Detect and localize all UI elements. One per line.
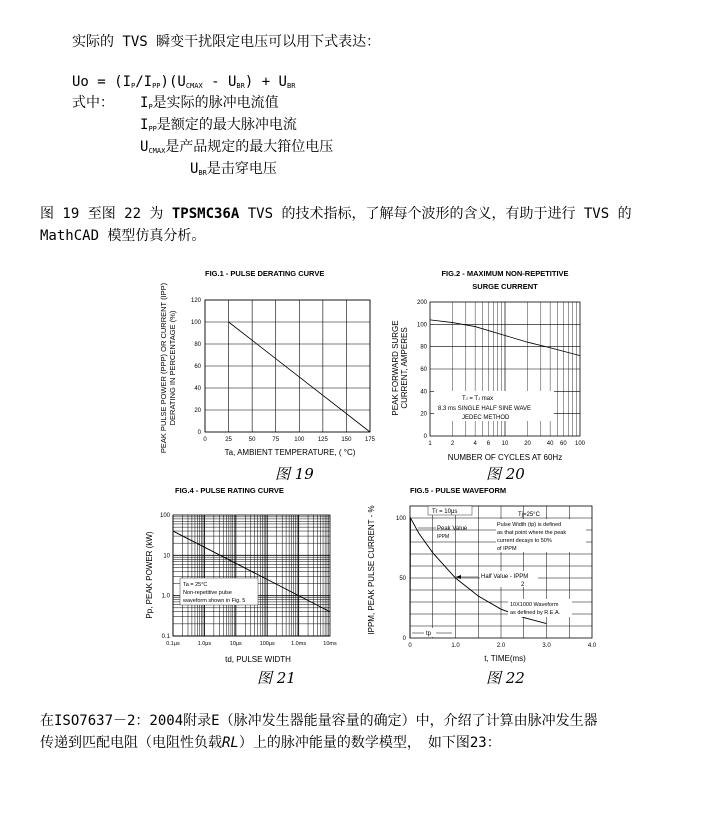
fig4-chart [145, 486, 337, 664]
fig1-y-tick: 100 [190, 320, 201, 326]
def-ubr: $U_{BR}$是击穿电压 [190, 161, 277, 177]
paragraph-3-line-1: 在ISO7637－2：2004附录E（脉冲发生器能量容量的确定）中，介绍了计算由脉冲发生器 [40, 713, 598, 729]
caption-fig20: 图 20 [486, 465, 525, 483]
fig5-pw-2: as that point where the peak [497, 530, 567, 536]
fig4-x-tick: 1.0ms [291, 641, 307, 647]
fig1-y-tick: 20 [194, 408, 201, 414]
fig2-x-tick: 40 [546, 441, 554, 447]
fig2-y-tick: 60 [420, 367, 427, 373]
fig5-tj: Tj=25°C [518, 512, 540, 518]
fig4-xlabel: td, PULSE WIDTH [225, 655, 291, 664]
fig4-x-tick: 0.1μs [166, 641, 180, 647]
fig2-x-tick: 100 [574, 441, 586, 447]
fig5-title: FIG.5 - PULSE WAVEFORM [410, 486, 507, 495]
fig5-wf-2: as defined by R.E.A. [510, 610, 561, 616]
fig4-note-3: waveform shown in Fig. 5 [183, 598, 246, 604]
fig5-ylabel: IPPM, PEAK PULSE CURRENT - % [367, 505, 376, 635]
fig2-ylabel-2: CURRENT, AMPERES [400, 327, 409, 409]
caption-fig21: 图 21 [257, 669, 296, 687]
fig1-title: FIG.1 - PULSE DERATING CURVE [205, 269, 325, 278]
def-ipp: $I_{PP}$是额定的最大脉冲电流 [140, 117, 297, 133]
fig2-chart [391, 269, 586, 462]
fig2-ylabel-1: PEAK FORWARD SURGE [391, 320, 400, 416]
fig2-x-tick: 2 [450, 441, 455, 447]
fig2-x-tick: 20 [524, 441, 531, 447]
fig1-y-tick: 0 [197, 430, 201, 436]
fig5-pw-4: of IPPM [497, 546, 517, 552]
formula: $Uo = (I_P/I_{PP})(U_{CMAX} - U_{BR}) + U_{BR}$ [72, 74, 296, 90]
fig5-half-2: 2 [521, 582, 525, 588]
fig2-y-tick: 0 [423, 434, 427, 440]
fig5-tr: Tr = 10μs [432, 509, 458, 515]
fig4-x-tick: 1.0μs [197, 641, 212, 647]
fig1-x-tick: 150 [341, 437, 352, 443]
fig2-title-2: SURGE CURRENT [472, 282, 538, 291]
fig5-pw-1: Pulse Width (tp) is defined [497, 522, 562, 528]
fig2-y-tick: 40 [420, 389, 427, 396]
fig5-y-tick: 0 [402, 636, 406, 642]
fig4-note-1: Ta = 25°C [183, 582, 208, 588]
fig1-y-tick: 80 [194, 342, 201, 348]
paragraph-2-line-2: MathCAD 模型仿真分析。 [40, 228, 206, 244]
fig5-x-tick: 0 [408, 643, 412, 649]
fig5-wf-1: 10X1000 Waveform [510, 602, 559, 608]
fig2-note-1: TJ = TJ max [462, 396, 494, 402]
defs-label: 式中： [72, 95, 114, 111]
fig1-x-tick: 75 [272, 437, 280, 443]
fig1-y-tick: 60 [194, 364, 201, 370]
fig4-title: FIG.4 - PULSE RATING CURVE [175, 486, 284, 495]
fig4-note-2: Non-repetitive pulse [183, 590, 232, 596]
def-ip: $I_P$是实际的脉冲电流值 [140, 95, 279, 111]
caption-fig19: 图 19 [275, 465, 314, 483]
caption-fig22: 图 22 [486, 669, 525, 687]
fig5-x-tick: 3.0 [542, 643, 551, 649]
fig4-y-tick: 100 [159, 513, 170, 519]
fig5-y-tick: 100 [395, 516, 406, 522]
fig5-x-tick: 2.0 [496, 643, 506, 649]
fig4-y-tick: 0.1 [161, 634, 170, 640]
fig5-half-1: Half Value - IPPM [481, 574, 529, 580]
fig4-frame [173, 515, 330, 636]
intro-text: 实际的 TVS 瞬变干扰限定电压可以用下式表达： [72, 34, 381, 50]
fig5-chart [367, 486, 597, 663]
fig1-ylabel-2: DERATING IN PERCENTAGE (%) [168, 310, 177, 426]
figures [0, 250, 712, 710]
fig1-x-tick: 175 [364, 437, 376, 443]
fig5-pw-3: current decays to 50% [497, 538, 552, 544]
fig2-note-2: 8.3 ms SINGLE HALF SINE WAVE [438, 406, 532, 412]
fig1-y-tick: 120 [190, 298, 201, 304]
fig2-note-3: JEDEC METHOD [462, 415, 510, 421]
fig1-y-tick: 40 [194, 386, 201, 392]
fig4-y-tick: 10 [163, 553, 170, 560]
fig2-x-tick: 60 [560, 441, 567, 447]
def-ucmax: $U_{CMAX}$是产品规定的最大箝位电压 [140, 139, 334, 155]
fig5-xlabel: t, TIME(ms) [484, 654, 526, 663]
fig2-x-tick: 10 [501, 441, 509, 447]
fig2-xlabel: NUMBER OF CYCLES AT 60Hz [447, 453, 563, 462]
fig1-x-tick: 0 [203, 437, 207, 443]
fig1-x-tick: 50 [248, 437, 256, 443]
fig4-ylabel: Pp, PEAK POWER (kW) [145, 531, 154, 619]
fig2-y-tick: 100 [416, 322, 427, 329]
paragraph-2-line-1: 图 19 至图 22 为 TPSMC36A TVS 的技术指标，了解每个波形的含义，有助于进行 TVS 的 [40, 206, 632, 222]
fig5-peak-1: Peak Value [437, 526, 468, 532]
fig4-x-tick: 10ms [323, 641, 337, 647]
fig1-ylabel-1: PEAK PULSE POWER (PPP) OR CURRENT (IPP) [159, 282, 168, 454]
fig2-x-tick: 1 [428, 441, 432, 447]
fig1-x-tick: 125 [317, 437, 328, 443]
fig2-x-tick: 4 [473, 441, 477, 447]
fig2-x-tick: 6 [486, 441, 491, 447]
fig5-tp: tp [426, 631, 432, 637]
fig5-peak-2: IPPM [437, 534, 450, 540]
fig2-y-tick: 200 [416, 300, 427, 306]
fig5-x-tick: 4.0 [587, 643, 597, 649]
fig5-y-tick: 50 [399, 576, 406, 582]
fig4-x-tick: 100μs [259, 641, 275, 647]
fig2-y-tick: 80 [420, 344, 427, 351]
fig1-x-tick: 25 [225, 437, 232, 443]
fig4-x-tick: 10μs [229, 641, 242, 647]
fig1-chart [159, 269, 376, 457]
fig1-xlabel: Ta, AMBIENT TEMPERATURE, ( °C) [224, 448, 356, 457]
fig1-x-tick: 100 [294, 437, 305, 443]
paragraph-3-line-2: 传递到匹配电阻（电阻性负载RL）上的脉冲能量的数学模型， 如下图23： [40, 735, 501, 751]
fig5-x-tick: 1.0 [451, 643, 460, 649]
fig4-y-tick: 1.0 [161, 593, 170, 600]
fig2-y-tick: 20 [420, 411, 427, 418]
fig2-title-1: FIG.2 - MAXIMUM NON-REPETITIVE [441, 269, 569, 278]
